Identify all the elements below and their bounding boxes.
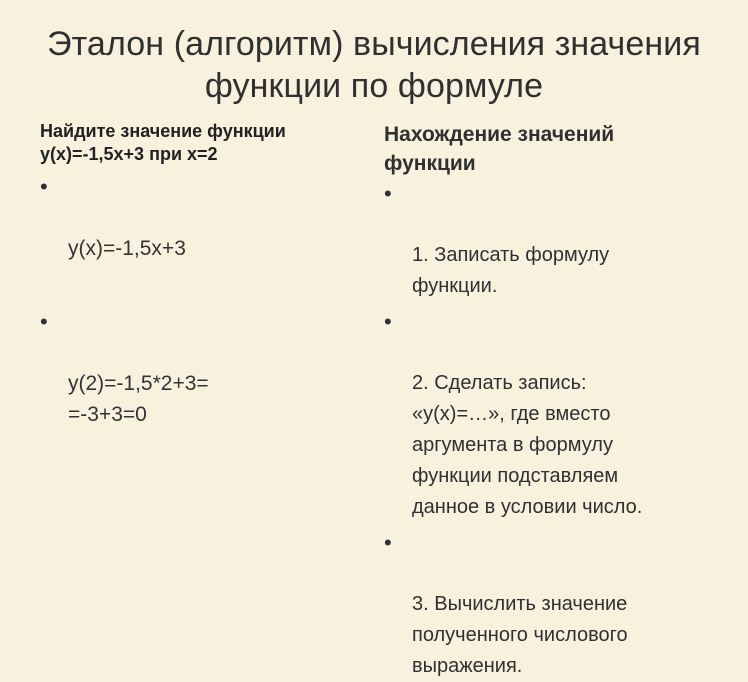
- left-item-text: y(2)=-1,5*2+3= =-3+3=0: [68, 372, 209, 426]
- right-list-item: [384, 178, 714, 302]
- right-item-text: 3. Вычислить значение полученного числового выражения.: [412, 593, 628, 677]
- right-heading: Нахождение значений функции: [384, 123, 615, 175]
- right-column: [384, 120, 714, 682]
- right-list-item: [384, 306, 714, 523]
- left-list-item: [40, 306, 370, 430]
- bullet-icon: •: [384, 309, 392, 334]
- left-heading: Найдите значение функции y(x)=-1,5x+3 при x=2: [40, 121, 286, 164]
- left-list-item: [40, 171, 370, 264]
- right-item-text: 2. Сделать запись: «y(x)=…», где вместо аргумента в формулу функции подставляем данное в условии число.: [412, 372, 643, 518]
- slide-title: Эталон (алгоритм) вычисления значения функции по формуле: [47, 25, 701, 105]
- right-item-text: 1. Записать формулу функции.: [412, 244, 610, 297]
- right-list-item: [384, 527, 714, 682]
- bullet-icon: •: [384, 530, 392, 555]
- left-column: [40, 120, 370, 430]
- bullet-icon: •: [40, 174, 48, 199]
- bullet-icon: •: [384, 181, 392, 206]
- left-item-text: y(x)=-1,5x+3: [68, 237, 186, 260]
- bullet-icon: •: [40, 309, 48, 334]
